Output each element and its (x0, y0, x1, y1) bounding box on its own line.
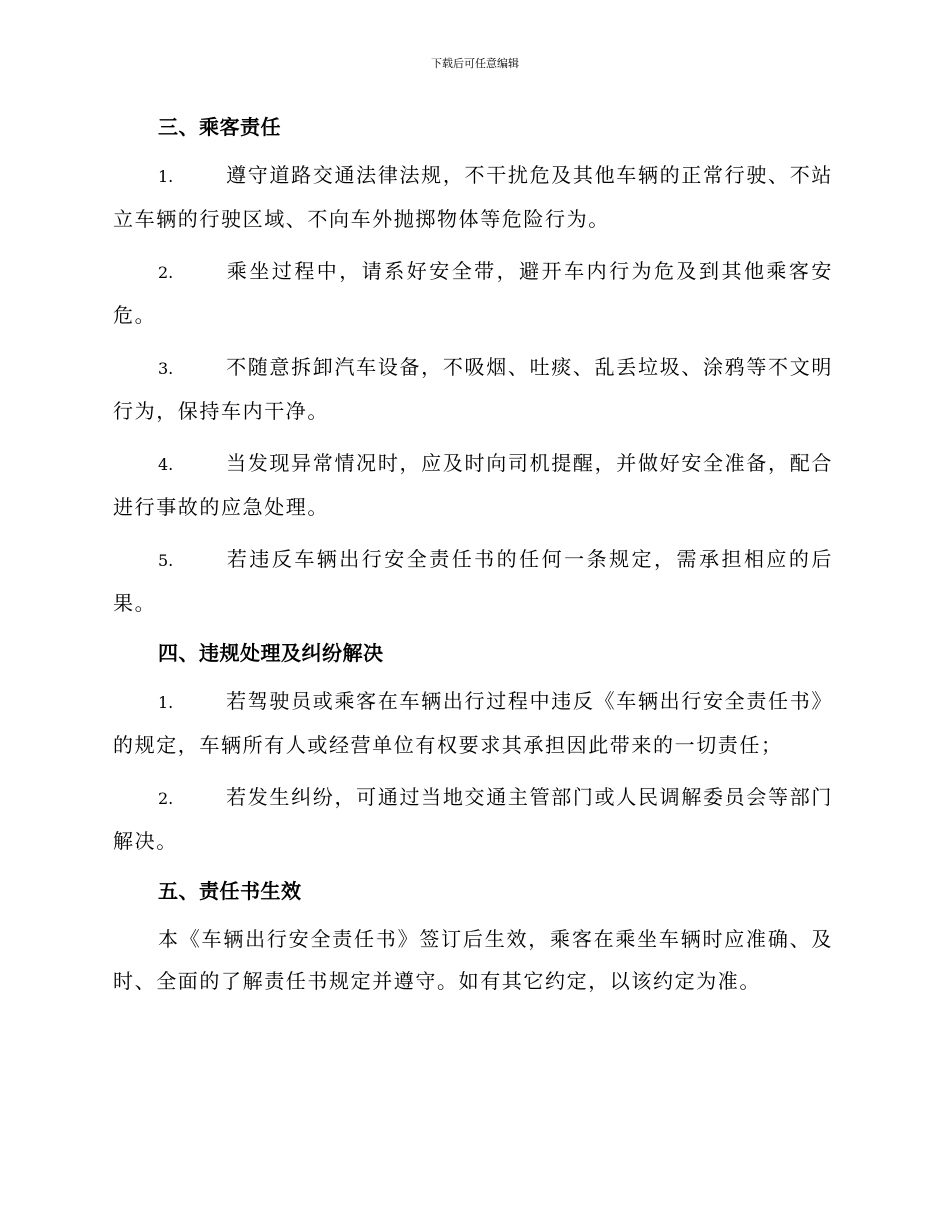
item-text: 遵守道路交通法律法规，不干扰危及其他车辆的正常行驶、不站立车辆的行驶区域、不向车外抛掷物体等危险行为。 (113, 163, 833, 231)
item-number: 1. (158, 167, 174, 186)
document-body (113, 108, 833, 1002)
item-text: 若驾驶员或乘客在车辆出行过程中违反《车辆出行安全责任书》的规定，车辆所有人或经营单位有权要求其承担因此带来的一切责任； (113, 689, 833, 757)
item-number: 2. (158, 263, 174, 282)
item-number: 4. (158, 455, 174, 474)
effectiveness-paragraph: 本《车辆出行安全责任书》签订后生效，乘客在乘坐车辆时应准确、及时、全面的了解责任书规定并遵守。如有其它约定，以该约定为准。 (113, 927, 833, 993)
list-item (113, 250, 833, 336)
item-text: 不随意拆卸汽车设备，不吸烟、吐痰、乱丢垃圾、涂鸦等不文明行为，保持车内干净。 (113, 355, 833, 423)
item-number: 3. (158, 359, 174, 378)
list-item (113, 538, 833, 624)
item-text: 若违反车辆出行安全责任书的任何一条规定，需承担相应的后果。 (113, 547, 833, 615)
item-number: 2. (158, 789, 174, 808)
list-item (113, 346, 833, 432)
item-number: 1. (158, 693, 174, 712)
section-heading-effectiveness: 五、责任书生效 (158, 879, 302, 903)
section-heading-violation-handling: 四、违规处理及纠纷解决 (158, 641, 384, 665)
item-text: 乘坐过程中，请系好安全带，避开车内行为危及到其他乘客安危。 (113, 259, 833, 327)
list-item (113, 442, 833, 528)
list-item (113, 154, 833, 240)
item-text: 当发现异常情况时，应及时向司机提醒，并做好安全准备，配合进行事故的应急处理。 (113, 451, 833, 519)
item-text: 若发生纠纷，可通过当地交通主管部门或人民调解委员会等部门解决。 (113, 785, 833, 853)
section-heading-passenger-responsibility: 三、乘客责任 (158, 115, 281, 139)
list-item (113, 776, 833, 862)
list-item (113, 680, 833, 766)
item-number: 5. (158, 551, 174, 570)
page-header: 下载后可任意编辑 (431, 57, 519, 70)
